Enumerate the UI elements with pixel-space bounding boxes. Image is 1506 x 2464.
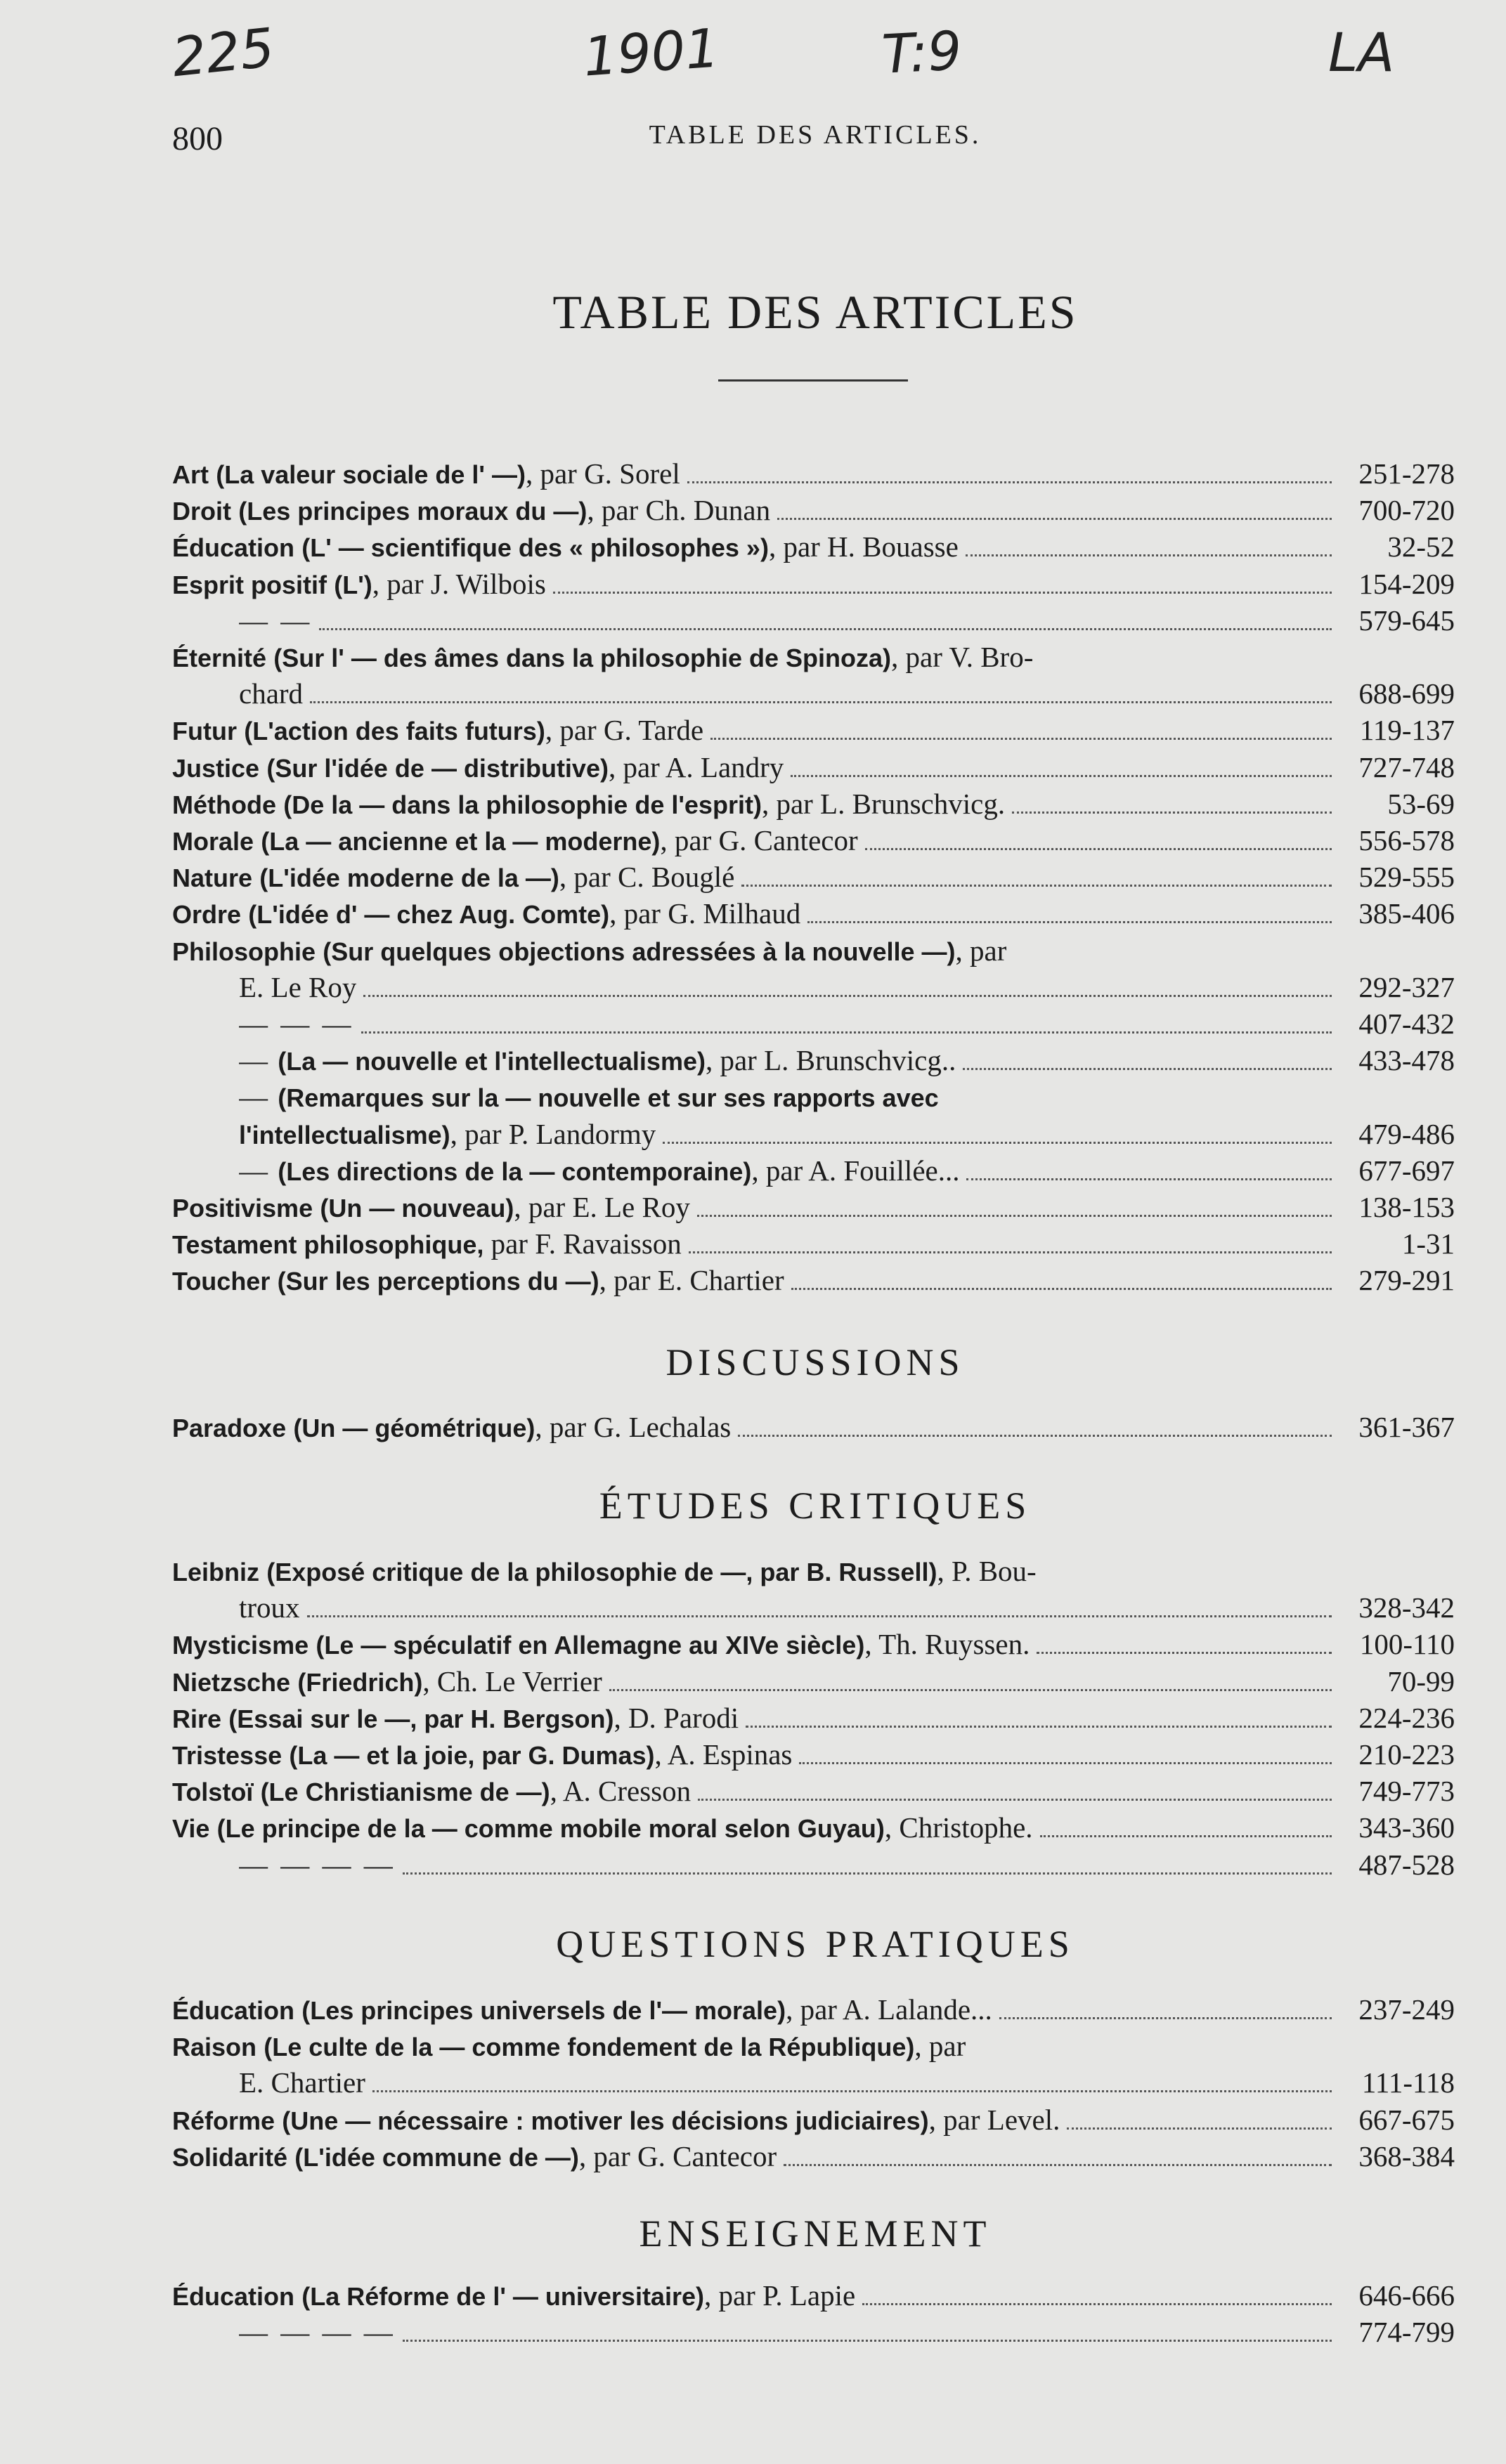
entry-pages: 100-110	[1359, 1628, 1455, 1661]
entry-subject: (La — nouvelle et l'intellectualisme)	[278, 1047, 706, 1076]
entry-text	[172, 1774, 691, 1808]
entry-author: , Ch. Le Verrier	[422, 1664, 602, 1697]
entry-text	[172, 1664, 602, 1698]
dot-leader	[687, 464, 1332, 483]
toc-entry	[172, 1227, 1455, 1263]
entry-subject: (Sur quelques objections adressées à la nouvelle —)	[323, 937, 956, 966]
entry-pages: 138-153	[1358, 1191, 1455, 1223]
entry-keyword: Tristesse	[172, 1741, 283, 1770]
entry-author: , par J. Wilbois	[372, 567, 546, 600]
entry-author: , par G. Lechalas	[535, 1411, 732, 1443]
dot-leader	[791, 758, 1332, 777]
entry-text	[172, 567, 546, 601]
entry-text	[172, 860, 734, 894]
entry-subject: (L'idée d' — chez Aug. Comte)	[248, 900, 610, 930]
section-heading-discussions: DISCUSSIONS	[666, 1341, 965, 1383]
entry-subject: (Le culte de la — comme fondement de la République)	[264, 2033, 915, 2062]
entry-author: , Christophe.	[884, 1811, 1033, 1844]
dot-leader	[310, 684, 1332, 703]
dot-leader	[777, 501, 1332, 520]
entry-author: , D. Parodi	[614, 1701, 739, 1734]
entry-subject: (Le principe de la — comme mobile moral selon Guyau)	[216, 1814, 885, 1844]
entry-pages: 727-748	[1358, 750, 1455, 783]
ditto-dashes: — — —	[239, 1008, 354, 1040]
entry-text	[172, 2103, 1060, 2137]
dot-leader	[999, 2000, 1332, 2019]
entry-text	[239, 1848, 396, 1882]
entry-author: , par H. Bouasse	[768, 530, 959, 563]
section-heading-etudes: ÉTUDES CRITIQUES	[599, 1485, 1032, 1527]
dot-leader	[784, 2147, 1332, 2166]
toc-entry	[172, 1664, 1455, 1701]
page-title: TABLE DES ARTICLES	[552, 285, 1078, 339]
running-head: TABLE DES ARTICLES.	[649, 120, 982, 150]
entry-author: , par G. Sorel	[525, 457, 680, 490]
entry-continuation: l'intellectualisme)	[239, 1120, 450, 1149]
entry-text	[172, 934, 1006, 967]
entry-subject: (Un — géométrique)	[293, 1414, 535, 1442]
entry-author: , par Level.	[928, 2103, 1060, 2136]
toc-entry	[172, 1738, 1455, 1774]
dot-leader	[697, 1198, 1332, 1217]
handwritten-annotation-2: 1901	[581, 16, 722, 89]
ditto-dashes: — — — —	[239, 1848, 396, 1881]
entry-text	[172, 457, 680, 490]
toc-entry	[172, 1554, 1455, 1591]
entry-text	[172, 2279, 855, 2312]
entry-pages: 688-699	[1358, 677, 1455, 710]
entry-keyword: Leibniz	[172, 1558, 259, 1586]
toc-entry	[172, 530, 1455, 566]
entry-keyword: Éducation	[172, 1996, 295, 2025]
toc-entry	[239, 1591, 1455, 1627]
entry-text	[172, 530, 959, 563]
entry-text	[172, 750, 784, 784]
entry-pages: 279-291	[1358, 1264, 1455, 1297]
section-heading-enseignement: ENSEIGNEMENT	[639, 2212, 992, 2255]
entry-continuation: E. Chartier	[239, 2066, 365, 2099]
entry-pages: 210-223	[1358, 1738, 1455, 1771]
entry-subject: (La Réforme de l' — universitaire)	[301, 2282, 704, 2311]
page-number: 800	[172, 120, 223, 157]
entry-author: , par A. Lalande...	[786, 1993, 992, 2026]
entry-pages: 700-720	[1358, 494, 1455, 527]
dot-leader	[1040, 1818, 1332, 1837]
dot-leader	[1012, 795, 1332, 814]
toc-entry	[239, 677, 1455, 713]
entry-author: , par P. Lapie	[703, 2279, 856, 2312]
toc-entry	[172, 934, 1455, 970]
dot-leader	[319, 611, 1332, 630]
toc-entry	[172, 2139, 1455, 2176]
entry-keyword: Méthode	[172, 790, 276, 819]
entry-text	[172, 1738, 792, 1771]
entry-author: , par G. Milhaud	[609, 897, 801, 930]
entry-text	[172, 823, 858, 857]
dot-leader	[865, 831, 1332, 850]
entry-pages: 646-666	[1358, 2279, 1455, 2312]
toc-entry	[172, 2279, 1455, 2315]
entry-subject: (L'idée moderne de la —)	[259, 863, 559, 893]
entry-keyword: Morale	[172, 827, 254, 856]
entry-text	[239, 1154, 959, 1187]
entry-author: , par	[955, 934, 1007, 967]
entry-author: , par E. Le Roy	[514, 1191, 690, 1223]
entry-text	[172, 1554, 1037, 1588]
dot-leader	[741, 868, 1332, 887]
entry-text	[172, 897, 800, 930]
entry-author: , par G. Tarde	[545, 714, 704, 747]
entry-author: , A. Espinas	[654, 1738, 793, 1771]
ditto-dashes: —	[239, 1081, 271, 1114]
dot-leader	[609, 1672, 1332, 1691]
ditto-dashes: — —	[239, 604, 313, 637]
entry-text	[172, 1811, 1033, 1844]
entry-author: , par P. Landormy	[450, 1117, 656, 1150]
entry-keyword: Tolstoï	[172, 1778, 254, 1807]
entry-subject: (Essai sur le —, par H. Bergson)	[228, 1704, 614, 1733]
entry-subject: (Le Christianisme de —)	[260, 1778, 550, 1807]
entry-subject: (La — ancienne et la — moderne)	[261, 827, 661, 856]
toc-entry	[239, 1007, 1455, 1043]
dot-leader	[307, 1598, 1332, 1617]
entry-keyword: Nature	[172, 863, 253, 893]
entry-keyword: Toucher	[172, 1267, 271, 1296]
entry-text	[239, 2066, 365, 2099]
dot-leader	[807, 904, 1332, 923]
toc-entry	[172, 640, 1455, 677]
entry-pages: 70-99	[1387, 1664, 1455, 1697]
entry-text	[239, 970, 356, 1004]
toc-entry	[172, 1263, 1455, 1300]
entry-subject: (L')	[334, 570, 372, 599]
entry-text	[172, 1410, 731, 1444]
toc-entry	[239, 1154, 1455, 1190]
entry-text	[239, 1591, 300, 1624]
toc-entry	[172, 2029, 1455, 2066]
entry-keyword: Justice	[172, 753, 260, 783]
entry-keyword: Droit	[172, 497, 231, 526]
entry-author: , par V. Bro-	[891, 641, 1034, 673]
entry-pages: 529-555	[1358, 861, 1455, 894]
entry-text	[239, 1080, 939, 1114]
ditto-dashes: —	[239, 1154, 271, 1187]
entry-author: , par L. Brunschvicg.	[761, 787, 1006, 820]
toc-entry	[239, 2315, 1455, 2352]
entry-subject: (Les directions de la — contemporaine)	[278, 1156, 752, 1186]
dot-leader	[372, 2073, 1332, 2092]
entry-subject: (Sur l' — des âmes dans la philosophie de Spinoza)	[273, 644, 892, 672]
entry-pages: 433-478	[1358, 1044, 1455, 1077]
toc-entry	[239, 2066, 1455, 2102]
entry-text	[239, 1043, 956, 1077]
entry-pages: 343-360	[1358, 1811, 1455, 1844]
entry-author: par F. Ravaisson	[483, 1227, 682, 1260]
entry-pages: 677-697	[1358, 1154, 1455, 1187]
ditto-dashes: — — — —	[239, 2316, 396, 2349]
entry-continuation: troux	[239, 1591, 300, 1624]
entry-pages: 111-118	[1361, 2066, 1455, 2099]
entry-pages: 749-773	[1358, 1775, 1455, 1808]
entry-pages: 328-342	[1358, 1591, 1455, 1624]
entry-keyword: Philosophie	[172, 937, 316, 966]
entry-pages: 479-486	[1358, 1117, 1455, 1150]
section-heading-questions: QUESTIONS PRATIQUES	[556, 1923, 1075, 1965]
entry-pages: 32-52	[1387, 530, 1455, 563]
ditto-dashes: —	[239, 1044, 271, 1077]
dot-leader	[663, 1125, 1332, 1144]
entry-author: , par	[914, 2030, 966, 2063]
entry-keyword: Éternité	[172, 644, 267, 672]
handwritten-annotation-3: T:9	[880, 19, 963, 86]
dot-leader	[403, 2323, 1332, 2342]
entry-author: , par G. Cantecor	[660, 824, 858, 856]
entry-keyword: Vie	[172, 1814, 210, 1844]
entry-text	[172, 640, 1033, 674]
entry-keyword: Solidarité	[172, 2142, 288, 2172]
dot-leader	[862, 2286, 1332, 2305]
entry-text	[172, 1993, 992, 2026]
entry-keyword: Nietzsche	[172, 1667, 291, 1697]
entry-subject: (De la — dans la philosophie de l'esprit)	[283, 790, 762, 819]
dot-leader	[698, 1782, 1332, 1801]
toc-entry	[172, 1701, 1455, 1738]
entry-text	[172, 2029, 966, 2063]
entry-pages: 251-278	[1358, 457, 1455, 490]
entry-keyword: Éducation	[172, 533, 295, 563]
dot-leader	[746, 1709, 1332, 1728]
entry-subject: (L'idée commune de —)	[294, 2142, 579, 2172]
dot-leader	[361, 1015, 1332, 1034]
dot-leader	[963, 1051, 1332, 1070]
entry-author: , par A. Landry	[608, 750, 784, 783]
dot-leader	[363, 978, 1332, 997]
toc-entry	[239, 1043, 1455, 1080]
entry-pages: 556-578	[1358, 824, 1455, 856]
dot-leader	[553, 575, 1332, 594]
toc-entry	[172, 1774, 1455, 1811]
toc-entry	[239, 970, 1455, 1007]
entry-pages: 385-406	[1358, 897, 1455, 930]
entry-author: , par Ch. Dunan	[587, 494, 771, 527]
entry-subject: (Friedrich)	[297, 1667, 423, 1697]
entry-keyword: Mysticisme	[172, 1631, 309, 1660]
toc-entry	[172, 897, 1455, 933]
entry-text	[172, 1190, 690, 1224]
entry-pages: 361-367	[1358, 1411, 1455, 1443]
dot-leader	[966, 537, 1332, 556]
entry-subject: (L' — scientifique des « philosophes »)	[301, 533, 769, 563]
toc-entry	[172, 860, 1455, 897]
entry-keyword: Esprit positif	[172, 570, 327, 599]
dot-leader	[966, 1161, 1332, 1180]
dot-leader	[1037, 1635, 1332, 1654]
toc-entry	[239, 1117, 1455, 1154]
toc-entry	[239, 1080, 1455, 1116]
entry-pages: 487-528	[1358, 1848, 1455, 1881]
entry-subject: (Les principes universels de l'— morale)	[301, 1996, 786, 2025]
toc-entry	[172, 713, 1455, 750]
entry-subject: (Les principes moraux du —)	[238, 497, 588, 526]
entry-author: , par A. Fouillée...	[751, 1154, 960, 1187]
entry-pages: 368-384	[1358, 2139, 1455, 2172]
dot-leader	[738, 1418, 1332, 1437]
entry-text	[172, 1227, 682, 1260]
entry-text	[172, 1627, 1030, 1661]
entry-subject: (Sur l'idée de — distributive)	[266, 753, 609, 783]
entry-author: , par C. Bouglé	[559, 861, 735, 894]
toc-entry	[172, 2103, 1455, 2139]
entry-pages: 667-675	[1358, 2103, 1455, 2136]
entry-author: , Th. Ruyssen.	[864, 1628, 1030, 1661]
entry-pages: 579-645	[1358, 604, 1455, 637]
toc-entry	[172, 787, 1455, 823]
title-rule	[718, 379, 908, 382]
toc-entry	[172, 493, 1455, 530]
entry-pages: 224-236	[1358, 1701, 1455, 1734]
entry-text	[172, 493, 770, 527]
entry-pages: 1-31	[1401, 1227, 1455, 1260]
entry-keyword: Réforme	[172, 2106, 275, 2135]
entry-text	[239, 1117, 656, 1151]
entry-keyword: Éducation	[172, 2282, 295, 2311]
dot-leader	[799, 1745, 1332, 1764]
entry-text	[172, 787, 1005, 821]
entry-pages: 53-69	[1387, 787, 1455, 820]
entry-pages: 119-137	[1359, 714, 1455, 747]
dot-leader	[710, 721, 1332, 740]
entry-keyword: Testament philosophique,	[172, 1230, 484, 1260]
toc-entry	[172, 750, 1455, 787]
entry-pages: 407-432	[1358, 1008, 1455, 1040]
entry-author: , par E. Chartier	[599, 1264, 784, 1297]
entry-text	[239, 1007, 354, 1041]
entry-keyword: Art	[172, 460, 209, 489]
entry-subject: (L'action des faits futurs)	[244, 717, 545, 746]
entry-text	[239, 677, 303, 710]
entry-text	[172, 1701, 739, 1735]
entry-keyword: Raison	[172, 2033, 257, 2062]
dot-leader	[791, 1271, 1332, 1290]
entry-author: , par G. Cantecor	[578, 2139, 777, 2172]
entry-text	[172, 713, 703, 747]
entry-subject: (Un — nouveau)	[320, 1194, 514, 1223]
toc-entry	[172, 1811, 1455, 1847]
toc-entry	[172, 1993, 1455, 2029]
entry-author: , A. Cresson	[550, 1775, 692, 1808]
entry-keyword: Positivisme	[172, 1194, 313, 1223]
entry-text	[172, 2139, 777, 2173]
entry-text	[239, 604, 312, 637]
entry-subject: (Le — spéculatif en Allemagne au XIVe siècle)	[316, 1631, 865, 1660]
entry-text	[239, 2315, 396, 2349]
handwritten-annotation-4: LA	[1328, 21, 1395, 84]
dot-leader	[689, 1234, 1332, 1253]
entry-continuation: chard	[239, 677, 304, 710]
entry-subject: (Exposé critique de la philosophie de —, par B. Russell)	[266, 1558, 937, 1586]
entry-pages: 154-209	[1358, 567, 1455, 600]
toc-entry	[172, 1410, 1455, 1447]
entry-subject: (Une — nécessaire : motiver les décisions judiciaires)	[282, 2106, 929, 2135]
entry-text	[172, 1263, 784, 1297]
entry-pages: 292-327	[1358, 970, 1455, 1003]
toc-entry	[239, 1848, 1455, 1884]
entry-subject: (La valeur sociale de l' —)	[216, 460, 526, 489]
entry-pages: 774-799	[1358, 2316, 1455, 2349]
entry-author: , par L. Brunschvicg..	[705, 1044, 956, 1077]
toc-entry	[172, 1190, 1455, 1227]
toc-entry	[172, 457, 1455, 493]
entry-keyword: Rire	[172, 1704, 222, 1733]
entry-subject: (La — et la joie, par G. Dumas)	[289, 1741, 655, 1770]
entry-subject: (Remarques sur la — nouvelle et sur ses rapports avec	[278, 1083, 939, 1113]
toc-entry	[172, 567, 1455, 604]
entry-author: , P. Bou-	[937, 1555, 1037, 1587]
toc-entry	[172, 823, 1455, 860]
toc-entry	[172, 1627, 1455, 1664]
entry-keyword: Futur	[172, 717, 237, 746]
entry-keyword: Ordre	[172, 900, 242, 930]
dot-leader	[1067, 2111, 1332, 2130]
handwritten-annotation-1: 225	[169, 15, 278, 89]
entry-continuation: E. Le Roy	[239, 970, 357, 1003]
entry-subject: (Sur les perceptions du —)	[277, 1267, 599, 1296]
toc-entry	[239, 604, 1455, 640]
dot-leader	[403, 1856, 1332, 1875]
entry-pages: 237-249	[1358, 1993, 1455, 2026]
entry-keyword: Paradoxe	[172, 1414, 287, 1442]
